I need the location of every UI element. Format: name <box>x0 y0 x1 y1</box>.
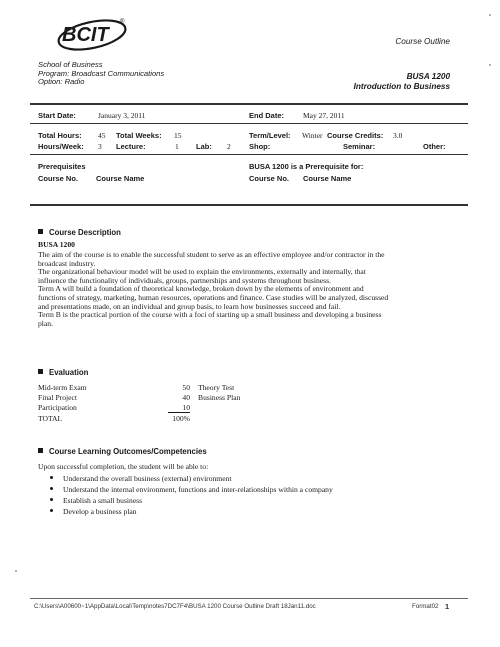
shop-label: Shop: <box>249 142 271 151</box>
total-hours-label: Total Hours: <box>38 131 82 140</box>
description-body <box>38 251 468 328</box>
footer-form-code: Format02 <box>412 603 439 610</box>
outcome-list-item: Understand the internal environment, functions and inter-relationships within a company <box>50 485 333 494</box>
seminar-label: Seminar: <box>343 142 376 151</box>
evaluation-note: Theory Test <box>198 383 235 392</box>
evaluation-total-label: TOTAL <box>38 414 63 423</box>
prerequisite-for-label: BUSA 1200 is a Prerequisite for: <box>249 162 364 171</box>
evaluation-item: Mid-term Exam <box>38 383 87 392</box>
logo-wordmark: BCIT <box>62 24 109 46</box>
section-heading-outcomes: Course Learning Outcomes/Competencies <box>38 447 207 456</box>
square-bullet-icon <box>38 448 43 453</box>
evaluation-percent: 40 <box>182 393 190 402</box>
term-level-label: Term/Level: <box>249 131 291 140</box>
svg-text:®: ® <box>120 19 125 25</box>
section-heading-description: Course Description <box>38 228 121 237</box>
bullet-icon <box>50 487 53 490</box>
outcomes-intro: Upon successful completion, the student will be able to: <box>38 462 209 471</box>
description-line: The organizational behaviour model will be used to explain the environments, externally and internally, that <box>38 267 366 277</box>
description-line: plan. <box>38 318 53 328</box>
evaluation-note: Business Plan <box>198 393 241 402</box>
footer-file-path: C:\Users\A00600~1\AppData\Local\Temp\notes7DC7F4\BUSA 1200 Course Outline Draft 18Jan11.doc <box>34 603 316 610</box>
section-heading-evaluation: Evaluation <box>38 368 88 377</box>
total-weeks-label: Total Weeks: <box>116 131 162 140</box>
course-code: BUSA 1200 <box>406 72 450 81</box>
option-name: Option: Radio <box>38 77 85 87</box>
start-date-label: Start Date: <box>38 111 76 120</box>
square-bullet-icon <box>38 229 43 234</box>
square-bullet-icon <box>38 369 43 374</box>
description-line: broadcast industry. <box>38 258 96 268</box>
divider <box>30 103 468 105</box>
outcome-list-item: Establish a small business <box>50 496 142 505</box>
lecture-value: 1 <box>175 142 179 151</box>
term-level-value: Winter <box>302 131 323 140</box>
prerequisites-label: Prerequisites <box>38 162 86 171</box>
lab-label: Lab: <box>196 142 212 151</box>
description-line: functions of strategy, marketing, human resources, operations and finance. Case studies will be analyzed, discussed <box>38 292 389 302</box>
bullet-icon <box>50 509 53 512</box>
school-name: School of Business <box>38 60 103 69</box>
bcit-logo <box>52 14 128 56</box>
footer-divider <box>30 598 468 599</box>
description-line: Term B is the practical portion of the course with a foci of starting up a small business and developing a business <box>38 310 382 320</box>
course-credits-label: Course Credits: <box>327 131 384 140</box>
course-title: Introduction to Business <box>353 82 450 91</box>
scan-speck <box>489 64 491 66</box>
hours-week-label: Hours/Week: <box>38 142 84 151</box>
scan-speck <box>15 570 17 572</box>
page-number: 1 <box>445 602 450 611</box>
hours-week-value: 3 <box>98 142 102 151</box>
course-name-header: Course Name <box>96 174 145 183</box>
evaluation-percent: 10 <box>168 403 190 413</box>
evaluation-item: Final Project <box>38 393 78 402</box>
description-line: The aim of the course is to enable the successful student to serve as an effective employee and/or contractor in the <box>38 250 385 259</box>
program-name: Program: Broadcast Communications <box>38 68 165 78</box>
outcome-list-item: Understand the overall business (external) environment <box>50 474 232 483</box>
scan-speck <box>489 14 491 16</box>
bullet-icon <box>50 476 53 479</box>
description-line: Term A will build a foundation of theoretical knowledge, broken down by the elements of environment and <box>38 284 364 294</box>
divider <box>30 204 468 206</box>
course-heading <box>354 72 450 92</box>
course-no-header: Course No. <box>38 174 79 183</box>
divider <box>30 154 468 155</box>
evaluation-total-percent: 100% <box>172 414 190 423</box>
end-date-value: May 27, 2011 <box>303 111 345 120</box>
course-no-header-2: Course No. <box>249 174 290 183</box>
course-credits-value: 3.0 <box>393 131 403 140</box>
description-course-code: BUSA 1200 <box>38 240 75 249</box>
bullet-icon <box>50 498 53 501</box>
start-date-value: January 3, 2011 <box>98 111 146 120</box>
school-info <box>38 61 164 87</box>
total-hours-value: 45 <box>98 131 106 140</box>
outcome-list-item: Develop a business plan <box>50 507 137 516</box>
evaluation-percent: 50 <box>182 383 190 392</box>
end-date-label: End Date: <box>249 111 285 120</box>
lab-value: 2 <box>227 142 231 151</box>
lecture-label: Lecture: <box>116 142 146 151</box>
divider <box>30 123 468 124</box>
description-line: influence the functionality of individuals, groups, partnerships and systems throughout business. <box>38 275 331 285</box>
document-type: Course Outline <box>395 37 450 46</box>
total-weeks-value: 15 <box>174 131 182 140</box>
description-line: and presentations made, on an individual and group basis, to learn how businesses succeed and fail. <box>38 301 341 311</box>
course-name-header-2: Course Name <box>303 174 352 183</box>
evaluation-item: Participation <box>38 403 77 412</box>
other-label: Other: <box>423 142 446 151</box>
